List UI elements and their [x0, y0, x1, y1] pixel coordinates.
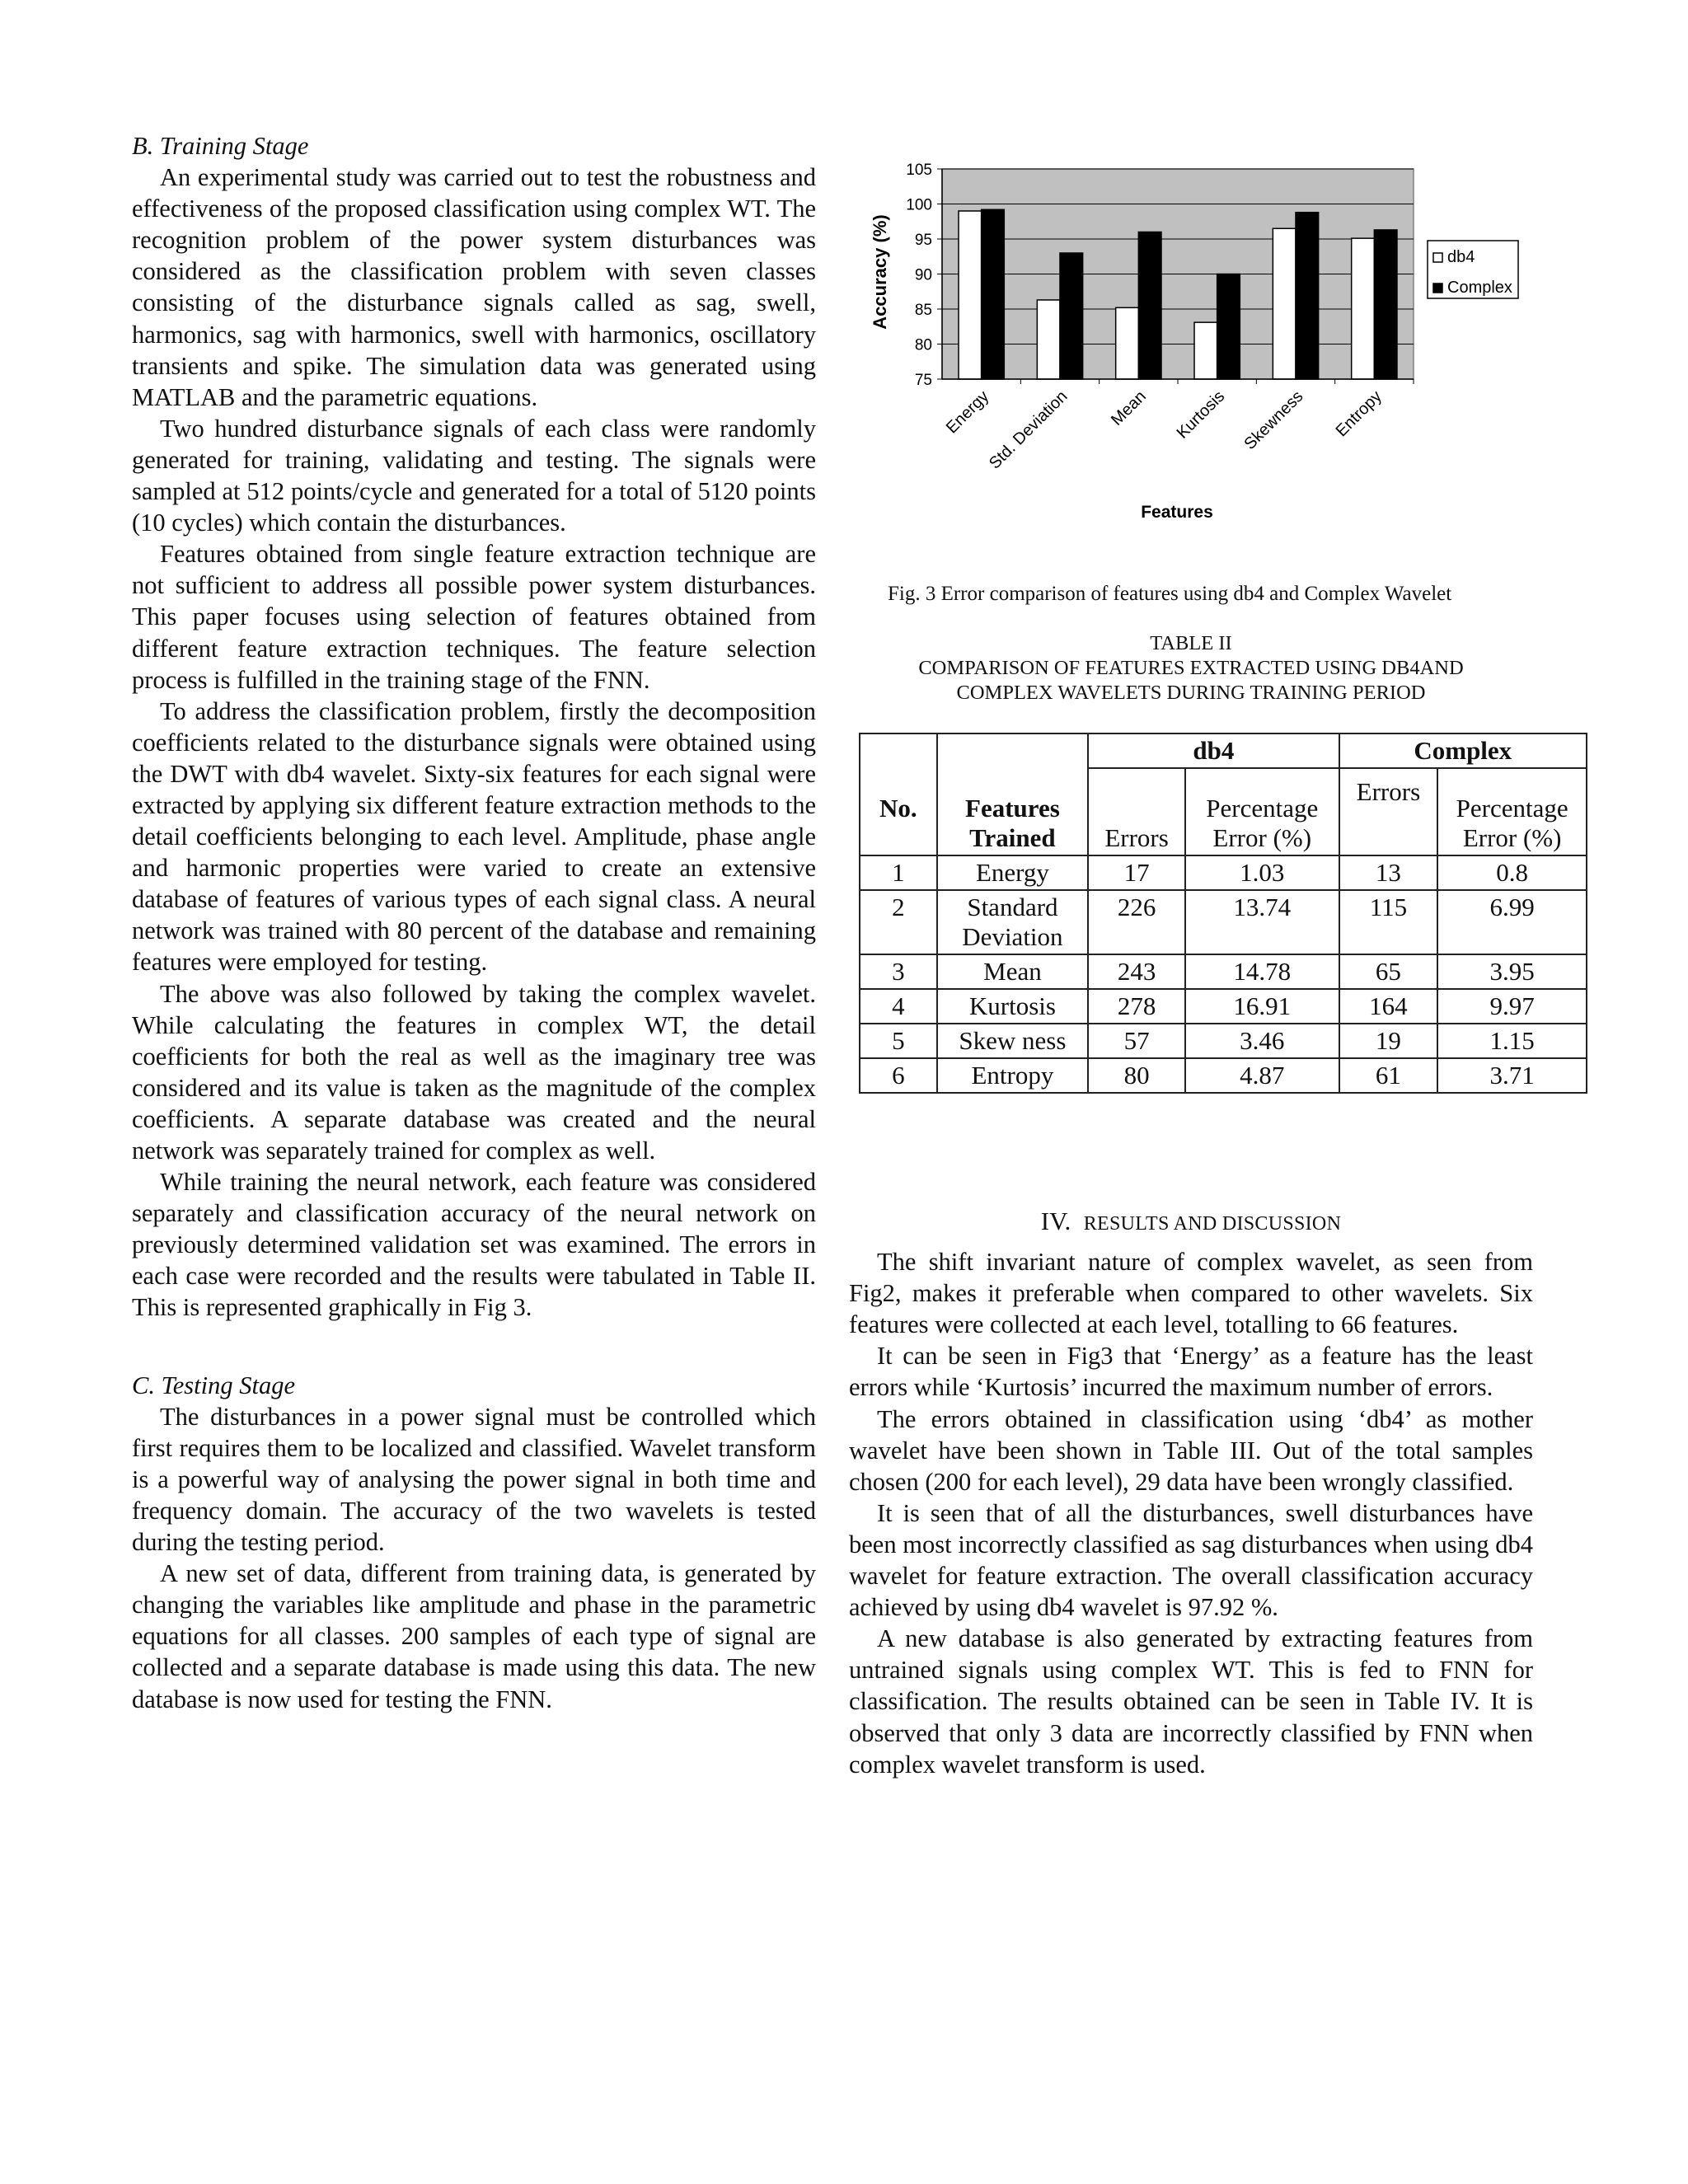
section-heading-training: B. Training Stage [132, 132, 309, 160]
cell-complex-pct: 9.97 [1437, 989, 1587, 1024]
comparison-table [859, 733, 1587, 1094]
cell-db4-pct: 4.87 [1185, 1058, 1339, 1093]
paragraph: A new set of data, different from training data, is generated by changing the variables like amplitude and phase in the parametric equations for all classes. 200 samples of each type of signal are collected and a separate database is made using this data. The new database is now used for testing the FNN. [132, 1559, 816, 1713]
cell-complex-errors: 61 [1339, 1058, 1438, 1093]
legend-swatch-db4 [1433, 253, 1442, 262]
col-header-errors: Errors [1339, 768, 1438, 855]
bar-db4-std-deviation [1037, 300, 1060, 379]
x-tick-label: Mean [1107, 387, 1150, 429]
cell-no: 1 [860, 855, 937, 890]
y-tick-label: 80 [914, 336, 932, 354]
table-row [860, 1058, 1587, 1093]
paragraph: The disturbances in a power signal must be controlled which first requires them to be localized and classified. Wavelet transform is a powerful way of analysing the power signal in both time and frequency domain. The accuracy of the two wavelets is tested during the testing period. [132, 1402, 816, 1557]
cell-no: 2 [860, 890, 937, 954]
legend-swatch-complex [1433, 284, 1442, 293]
cell-feature: Standard Deviation [937, 890, 1089, 954]
bar-complex-energy [982, 209, 1005, 379]
paragraph: To address the classification problem, firstly the decomposition coefficients related to the disturbance signals were obtained using the DWT with db4 wavelet. Sixty-six features for each signal were extracted by applying six different feature extraction methods to the detail coefficients belonging to each level. Amplitude, phase angle and harmonic properties were varied to create an extensive database of features of various types of each signal class. A neural network was trained with 80 percent of the database and remaining features were employed for testing. [132, 696, 816, 977]
bar-db4-mean [1116, 307, 1139, 379]
cell-feature: Skew ness [937, 1024, 1089, 1058]
y-tick-label: 90 [914, 266, 932, 284]
cell-complex-errors: 13 [1339, 855, 1438, 890]
results-section [849, 1206, 1533, 1780]
paragraph: The above was also followed by taking the complex wavelet. While calculating the features in complex WT, the detail coefficients for both the real as well as the imaginary tree was considered and its value is taken as the magnitude of the complex coefficients. A separate database was created and the neural network was separately trained for complex as well. [132, 979, 816, 1165]
cell-db4-pct: 13.74 [1185, 890, 1339, 954]
cell-db4-errors: 243 [1088, 954, 1185, 989]
col-header-no: No. [860, 733, 937, 855]
cell-no: 3 [860, 954, 937, 989]
cell-db4-pct: 14.78 [1185, 954, 1339, 989]
cell-feature: Energy [937, 855, 1089, 890]
legend [1428, 241, 1518, 298]
x-tick-label: Energy [942, 387, 993, 438]
section-heading-results [849, 1206, 1533, 1240]
group-header-complex: Complex [1339, 733, 1587, 768]
paragraph: A new database is also generated by extracting features from untrained signals using complex WT. This is fed to FNN for classification. The results obtained can be seen in Table IV. It is observed that only 3 data are incorrectly classified by FNN when complex wavelet transform is used. [849, 1624, 1533, 1779]
section-title: RESULTS AND DISCUSSION [1083, 1213, 1342, 1235]
paragraph: It is seen that of all the disturbances, swell disturbances have been most incorrectly classified as sag disturbances when using db4 wavelet for feature extraction. The overall classification accuracy achieved by using db4 wavelet is 97.92 %. [849, 1498, 1533, 1622]
cell-complex-pct: 0.8 [1437, 855, 1587, 890]
bar-db4-skewness [1273, 228, 1296, 379]
table-caption [857, 631, 1525, 705]
x-tick-label: Std. Deviation [985, 387, 1071, 473]
cell-complex-errors: 19 [1339, 1024, 1438, 1058]
col-header-pct: Percentage Error (%) [1185, 768, 1339, 855]
y-tick-label: 85 [914, 302, 932, 319]
paragraph: Features obtained from single feature extraction technique are not sufficient to address all possible power system disturbances. This paper focuses using selection of features obtained from different feature extraction techniques. The feature selection process is fulfilled in the training stage of the FNN. [132, 540, 816, 694]
cell-complex-pct: 1.15 [1437, 1024, 1587, 1058]
paragraph: While training the neural network, each feature was considered separately and classification accuracy of the neural network on previously determined validation set was examined. The errors in each case were recorded and the results were tabulated in Table II. This is represented graphically in Fig 3. [132, 1168, 816, 1322]
paragraph: The errors obtained in classification using ‘db4’ as mother wavelet have been shown in Table III. Out of the total samples chosen (200 for each level), 29 data have been wrongly classified. [849, 1404, 1533, 1496]
bar-db4-kurtosis [1194, 322, 1217, 379]
bar-db4-energy [959, 211, 982, 379]
x-tick-label: Skewness [1240, 387, 1307, 453]
y-tick-label: 100 [906, 196, 932, 214]
bar-chart [857, 157, 1533, 536]
y-axis-label: Accuracy (%) [870, 214, 890, 330]
cell-complex-pct: 3.95 [1437, 954, 1587, 989]
table-title-line: COMPLEX WAVELETS DURING TRAINING PERIOD [956, 682, 1426, 704]
table-row [860, 954, 1587, 989]
cell-complex-errors: 164 [1339, 989, 1438, 1024]
cell-complex-errors: 65 [1339, 954, 1438, 989]
x-tick-label: Entropy [1332, 387, 1386, 441]
paragraph: Two hundred disturbance signals of each class were randomly generated for training, validating and testing. The signals were sampled at 512 points/cycle and generated for a total of 5120 points (10 cycles) which contain the disturbances. [132, 414, 816, 537]
group-header-db4: db4 [1088, 733, 1339, 768]
legend-label: db4 [1447, 248, 1475, 266]
paragraph: An experimental study was carried out to test the robustness and effectiveness of the proposed classification using complex WT. The recognition problem of the power system disturbances was considered as the classification problem with seven classes consisting of the disturbance signals called as sag, swell, harmonics, sag with harmonics, swell with harmonics, oscillatory transients and spike. The simulation data was generated using MATLAB and the parametric equations. [132, 163, 816, 411]
col-header-pct: Percentage Error (%) [1437, 768, 1587, 855]
cell-no: 6 [860, 1058, 937, 1093]
cell-db4-errors: 17 [1088, 855, 1185, 890]
cell-db4-errors: 80 [1088, 1058, 1185, 1093]
paragraph: It can be seen in Fig3 that ‘Energy’ as a feature has the least errors while ‘Kurtosis’ incurred the maximum number of errors. [849, 1342, 1533, 1402]
table-title-line: COMPARISON OF FEATURES EXTRACTED USING DB4AND [918, 657, 1464, 679]
cell-feature: Entropy [937, 1058, 1089, 1093]
bar-complex-entropy [1374, 230, 1397, 379]
legend-label: Complex [1447, 279, 1512, 297]
col-header-errors: Errors [1088, 768, 1185, 855]
cell-db4-pct: 16.91 [1185, 989, 1339, 1024]
section-heading-testing: C. Testing Stage [132, 1371, 295, 1399]
table-row [860, 855, 1587, 890]
cell-no: 4 [860, 989, 937, 1024]
x-axis-label: Features [1141, 503, 1213, 522]
table-row [860, 890, 1587, 954]
paragraph: The shift invariant nature of complex wavelet, as seen from Fig2, makes it preferable when compared to other wavelets. Six features were collected at each level, totalling to 66 features. [849, 1248, 1533, 1339]
figure-caption: Fig. 3 Error comparison of features using db4 and Complex Wavelet [888, 583, 1452, 605]
cell-complex-errors: 115 [1339, 890, 1438, 954]
cell-db4-errors: 226 [1088, 890, 1185, 954]
bar-complex-mean [1138, 232, 1161, 380]
bar-complex-kurtosis [1217, 274, 1240, 380]
cell-db4-pct: 3.46 [1185, 1024, 1339, 1058]
col-header-features: Features Trained [937, 733, 1089, 855]
section-number: IV. [1040, 1207, 1071, 1235]
table-row [860, 989, 1587, 1024]
cell-db4-errors: 57 [1088, 1024, 1185, 1058]
bar-complex-std-deviation [1060, 253, 1083, 379]
table-row [860, 1024, 1587, 1058]
y-tick-label: 75 [914, 372, 932, 389]
bar-db4-entropy [1352, 238, 1375, 379]
y-tick-label: 105 [906, 162, 932, 179]
cell-db4-errors: 278 [1088, 989, 1185, 1024]
cell-complex-pct: 6.99 [1437, 890, 1587, 954]
table-label: TABLE II [1150, 632, 1232, 654]
y-tick-label: 95 [914, 232, 932, 249]
cell-feature: Kurtosis [937, 989, 1089, 1024]
cell-db4-pct: 1.03 [1185, 855, 1339, 890]
cell-complex-pct: 3.71 [1437, 1058, 1587, 1093]
bar-complex-skewness [1296, 213, 1319, 379]
left-column [132, 130, 816, 1715]
cell-feature: Mean [937, 954, 1089, 989]
cell-no: 5 [860, 1024, 937, 1058]
x-tick-label: Kurtosis [1173, 387, 1229, 443]
